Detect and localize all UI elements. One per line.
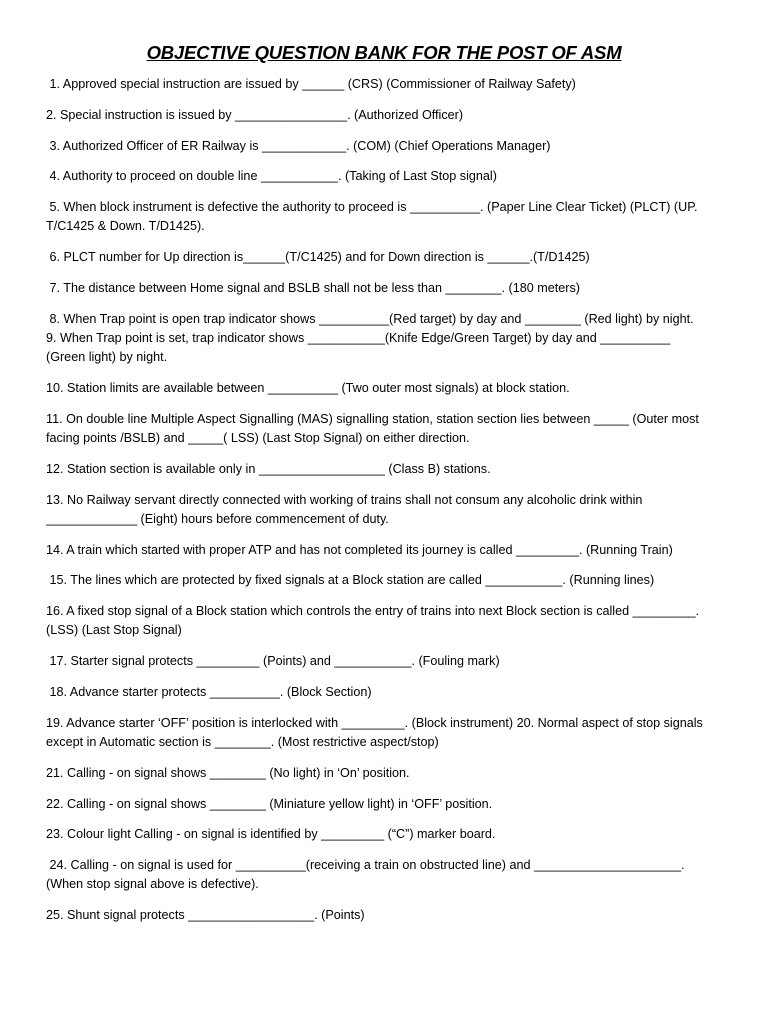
question-item: 2. Special instruction is issued by ________________. (Authorized Officer) [46, 107, 464, 122]
question-item: 25. Shunt signal protects __________________. (Points) [46, 908, 365, 923]
question-item: 19. Advance starter ‘OFF’ position is interlocked with _________. (Block instrument) 20. Normal aspect of stop signals except in Automatic section is ________. (Most restrictive aspect/stop) [46, 715, 707, 749]
question-list [46, 75, 712, 925]
question-item: 5. When block instrument is defective the authority to proceed is __________. (Paper Line Clear Ticket) (PLCT) (UP. T/C1425 & Down. T/D1425). [46, 200, 701, 234]
question-item: 13. No Railway servant directly connected with working of trains shall not consum any alcoholic drink within _____________ (Eight) hours before commencement of duty. [46, 492, 646, 526]
question-item: 24. Calling - on signal is used for __________(receiving a train on obstructed line) and _____________________. (When stop signal above is defective). [46, 858, 689, 892]
question-item: 14. A train which started with proper ATP and has not completed its journey is called _________. (Running Train) [46, 542, 673, 557]
question-item: 18. Advance starter protects __________. (Block Section) [46, 684, 372, 699]
question-item: 8. When Trap point is open trap indicator shows __________(Red target) by day and ________ (Red light) by night. [46, 311, 694, 326]
question-item: 12. Station section is available only in __________________ (Class B) stations. [46, 461, 491, 476]
question-item: 7. The distance between Home signal and BSLB shall not be less than ________. (180 meters) [46, 280, 580, 295]
question-item: 21. Calling - on signal shows ________ (No light) in ‘On’ position. [46, 765, 410, 780]
question-item: 3. Authorized Officer of ER Railway is ____________. (COM) (Chief Operations Manager) [46, 138, 551, 153]
question-item: 9. When Trap point is set, trap indicator shows ___________(Knife Edge/Green Target) by day and __________ (Green light) by night. [46, 330, 674, 365]
question-item: 6. PLCT number for Up direction is______(T/C1425) and for Down direction is ______.(T/D1425) [46, 250, 590, 265]
question-item: 16. A fixed stop signal of a Block station which controls the entry of trains into next Block section is called _________.(LSS) (Last Stop Signal) [46, 604, 700, 638]
question-item: 11. On double line Multiple Aspect Signalling (MAS) signalling station, station section lies between _____ (Outer most facing points /BSLB) and _____( LSS) (Last Stop Signal) on either direction. [46, 411, 703, 445]
question-item: 17. Starter signal protects _________ (Points) and ___________. (Fouling mark) [46, 654, 500, 669]
question-item: 23. Colour light Calling - on signal is identified by _________ (“C”) marker board. [46, 827, 496, 842]
question-item: 10. Station limits are available between __________ (Two outer most signals) at block station. [46, 380, 570, 395]
page-title: OBJECTIVE QUESTION BANK FOR THE POST OF ASM [146, 42, 622, 63]
question-item: 15. The lines which are protected by fixed signals at a Block station are called ___________. (Running lines) [46, 573, 655, 588]
question-item: 1. Approved special instruction are issued by ______ (CRS) (Commissioner of Railway Safety) [46, 77, 576, 91]
question-item: 22. Calling - on signal shows ________ (Miniature yellow light) in ‘OFF’ position. [46, 796, 493, 811]
question-item: 4. Authority to proceed on double line ___________. (Taking of Last Stop signal) [46, 169, 497, 184]
